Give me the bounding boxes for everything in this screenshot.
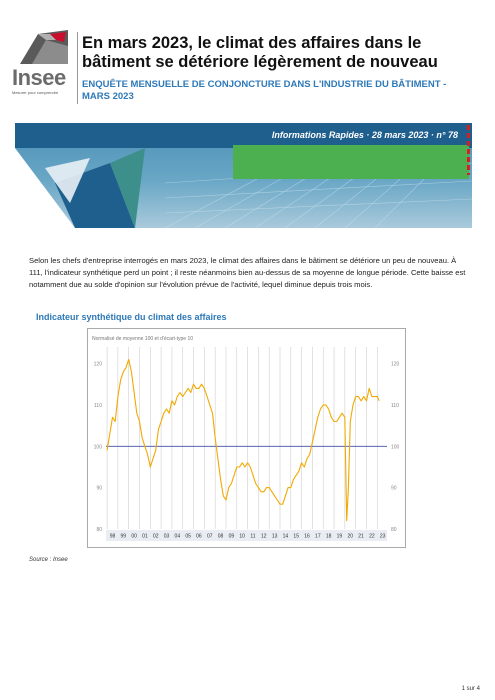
series-line	[107, 359, 379, 520]
x-tick-label: 06	[196, 533, 202, 540]
x-tick-label: 11	[250, 533, 256, 540]
x-tick-label: 21	[358, 533, 364, 540]
x-tick-label: 08	[217, 533, 224, 540]
x-tick-label: 04	[174, 533, 181, 540]
publication-info: Informations Rapides · 28 mars 2023 · n° 78	[271, 130, 458, 140]
x-tick-label: 98	[109, 533, 116, 540]
banner-highlight	[233, 145, 469, 179]
x-tick-label: 05	[185, 533, 191, 540]
x-tick-label: 18	[325, 533, 332, 540]
header-banner	[15, 123, 472, 228]
insee-logo-mark	[20, 30, 68, 64]
logo-tagline: Mesurer pour comprendre	[12, 90, 59, 95]
x-tick-label: 17	[315, 533, 321, 540]
x-tick-label: 12	[261, 533, 267, 540]
y-tick-label-left: 80	[96, 527, 102, 533]
insee-logo	[12, 30, 72, 98]
y-tick-label-left: 90	[96, 485, 102, 492]
x-tick-label: 00	[131, 533, 137, 540]
logo-wordmark: Insee	[12, 65, 66, 90]
page-title: En mars 2023, le climat des affaires dans le bâtiment se détériore légèrement de nouveau	[82, 34, 438, 71]
intro-paragraph: Selon les chefs d'entreprise interrogés en mars 2023, le climat des affaires dans le bâtiment se détériore un peu de nouveau. À 111, l'indicateur synthétique perd un point ; il reste néanmoins bien au-dessus de sa moyenne de longue période. Cette baisse est notamment due au solde d'opinion sur l'évolution prévue de l'activité, lequel diminue depuis trois mois.	[29, 256, 466, 289]
x-tick-label: 22	[369, 533, 375, 540]
y-tick-label-right: 120	[391, 361, 400, 368]
page-subtitle: ENQUÊTE MENSUELLE DE CONJONCTURE DANS L'INDUSTRIE DU BÂTIMENT - MARS 2023	[82, 79, 447, 102]
y-tick-label-left: 120	[93, 361, 102, 368]
header-divider	[77, 32, 78, 104]
banner-accent-line	[467, 125, 470, 175]
x-tick-label: 19	[336, 533, 343, 540]
x-tick-label: 01	[142, 533, 148, 540]
y-tick-label-left: 100	[93, 444, 102, 451]
x-tick-label: 10	[239, 533, 245, 540]
chart-note: Normalisé de moyenne 100 et d'écart-type 10	[92, 336, 194, 342]
x-tick-label: 15	[293, 533, 299, 540]
y-tick-label-right: 100	[391, 444, 400, 451]
x-tick-label: 02	[152, 533, 159, 540]
climate-chart	[87, 328, 406, 548]
y-tick-label-right: 110	[391, 402, 399, 409]
x-tick-label: 13	[271, 533, 278, 540]
chart-svg	[88, 329, 405, 547]
y-tick-label-right: 90	[391, 485, 397, 492]
y-tick-label-right: 80	[391, 527, 397, 533]
x-tick-label: 16	[304, 533, 310, 540]
x-tick-label: 14	[282, 533, 289, 540]
x-tick-label: 23	[379, 533, 386, 540]
x-axis-strip	[106, 530, 387, 541]
x-tick-label: 07	[206, 533, 213, 540]
x-tick-label: 09	[228, 533, 235, 540]
x-tick-label: 99	[120, 533, 127, 540]
chart-title: Indicateur synthétique du climat des affaires	[36, 312, 227, 322]
x-tick-label: 03	[163, 533, 170, 540]
page-counter: 1 sur 4	[461, 686, 480, 692]
y-tick-label-left: 110	[94, 402, 102, 409]
chart-source: Source : Insee	[29, 557, 68, 563]
x-tick-label: 20	[347, 533, 354, 540]
